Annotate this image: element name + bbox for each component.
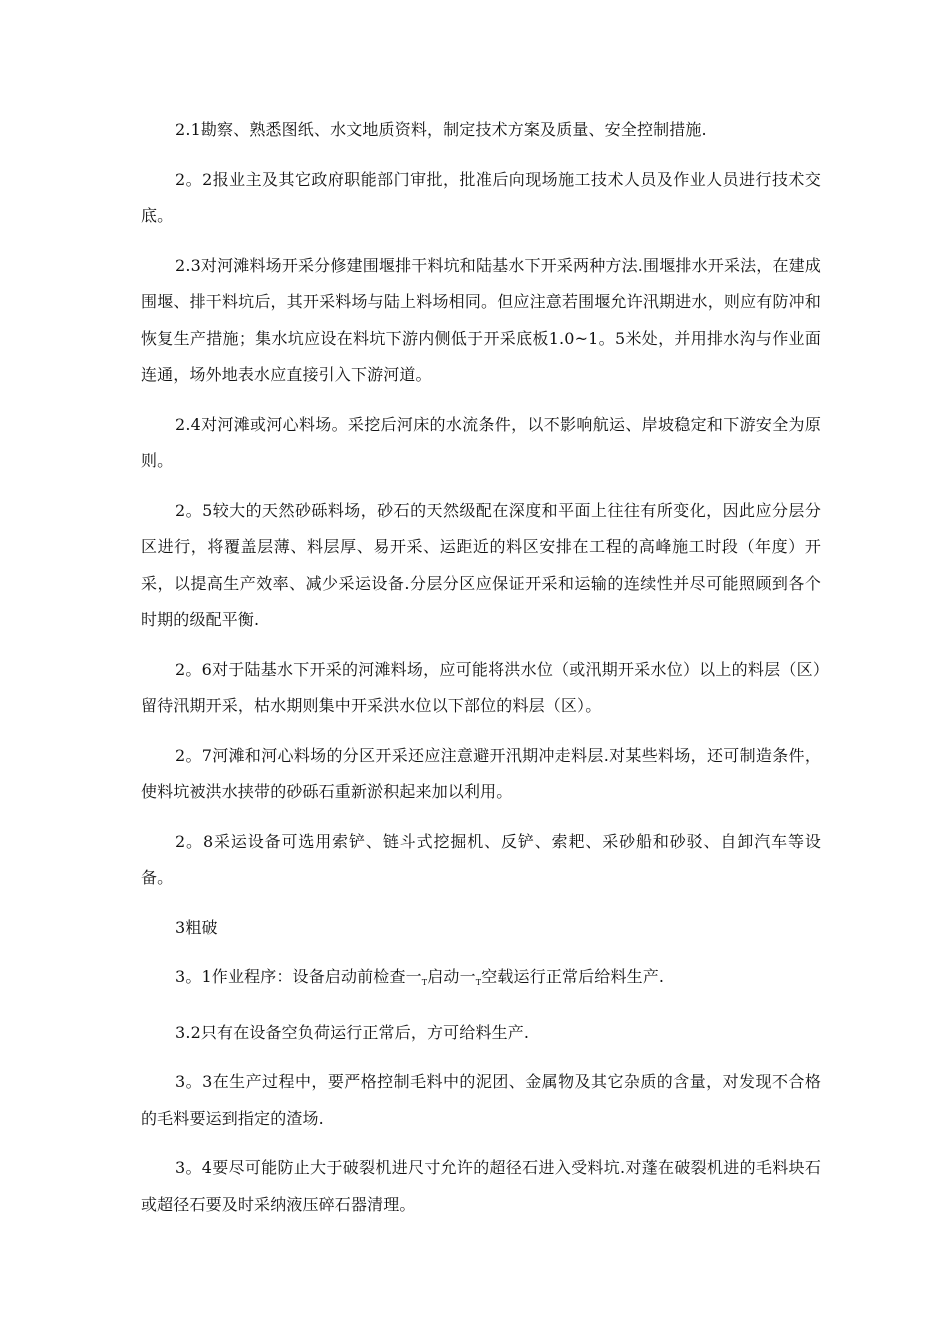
flow-arrow-sub: T [421,978,428,987]
paragraph-2-7: 2。7河滩和河心料场的分区开采还应注意避开汛期冲走料层.对某些料场，还可制造条件，使料坑被洪水挟带的砂砾石重新淤积起来加以利用。 [141,745,821,801]
paragraph-2-1: 2.1勘察、熟悉图纸、水文地质资料，制定技术方案及质量、安全控制措施. [175,120,707,139]
document-body [141,112,821,1236]
section-heading-3: 3粗破 [175,917,218,937]
flow-arrow: 一 [405,967,422,986]
flow-step-run: 空载运行正常后给料生产. [481,967,665,986]
flow-prefix: 3。1作业程序：设备启动前检查 [175,967,406,986]
paragraph-2-8: 2。8采运设备可选用索铲、链斗式挖掘机、反铲、索耙、采砂船和砂驳、自卸汽车等设备。 [141,831,821,887]
paragraph-3-4: 3。4要尽可能防止大于破裂机进尺寸允许的超径石进入受料坑.对蓬在破裂机进的毛料块石或超径石要及时采纳液压碎石器清理。 [141,1158,821,1214]
paragraph-2-2: 2。2报业主及其它政府职能部门审批，批准后向现场施工技术人员及作业人员进行技术交底。 [141,169,821,225]
paragraph-2-4: 2.4对河滩或河心料场。采挖后河床的水流条件，以不影响航运、岸坡稳定和下游安全为原则。 [141,414,821,470]
paragraph-3-3: 3。3在生产过程中，要严格控制毛料中的泥团、金属物及其它杂质的含量，对发现不合格的毛料要运到指定的渣场. [141,1072,821,1128]
flow-step-start: 启动 [427,967,460,986]
paragraph-3-2: 3.2只有在设备空负荷运行正常后，方可给料生产. [175,1022,530,1042]
paragraph-3-1 [141,959,821,1002]
flow-arrow: 一 [459,967,476,986]
flow-arrow-sub: T [475,978,482,987]
paragraph-2-3: 2.3对河滩料场开采分修建围堰排干料坑和陆基水下开采两种方法.围堰排水开采法，在建成围堰、排干料坑后，其开采料场与陆上料场相同。但应注意若围堰允许汛期进水，则应有防冲和恢复生产措施；集水坑应设在料坑下游内侧低于开采底板1.0~1。5米处，并用排水沟与作业面连通，场外地表水应直接引入下游河道。 [141,255,821,384]
paragraph-2-6: 2。6对于陆基水下开采的河滩料场，应可能将洪水位（或汛期开采水位）以上的料层（区）留待汛期开采，枯水期则集中开采洪水位以下部位的料层（区）。 [141,659,821,715]
paragraph-2-5: 2。5较大的天然砂砾料场，砂石的天然级配在深度和平面上往往有所变化，因此应分层分区进行，将覆盖层薄、料层厚、易开采、运距近的料区安排在工程的高峰施工时段（年度）开采，以提高生产效率、减少采运设备.分层分区应保证开采和运输的连续性并尽可能照顾到各个时期的级配平衡. [141,500,821,629]
